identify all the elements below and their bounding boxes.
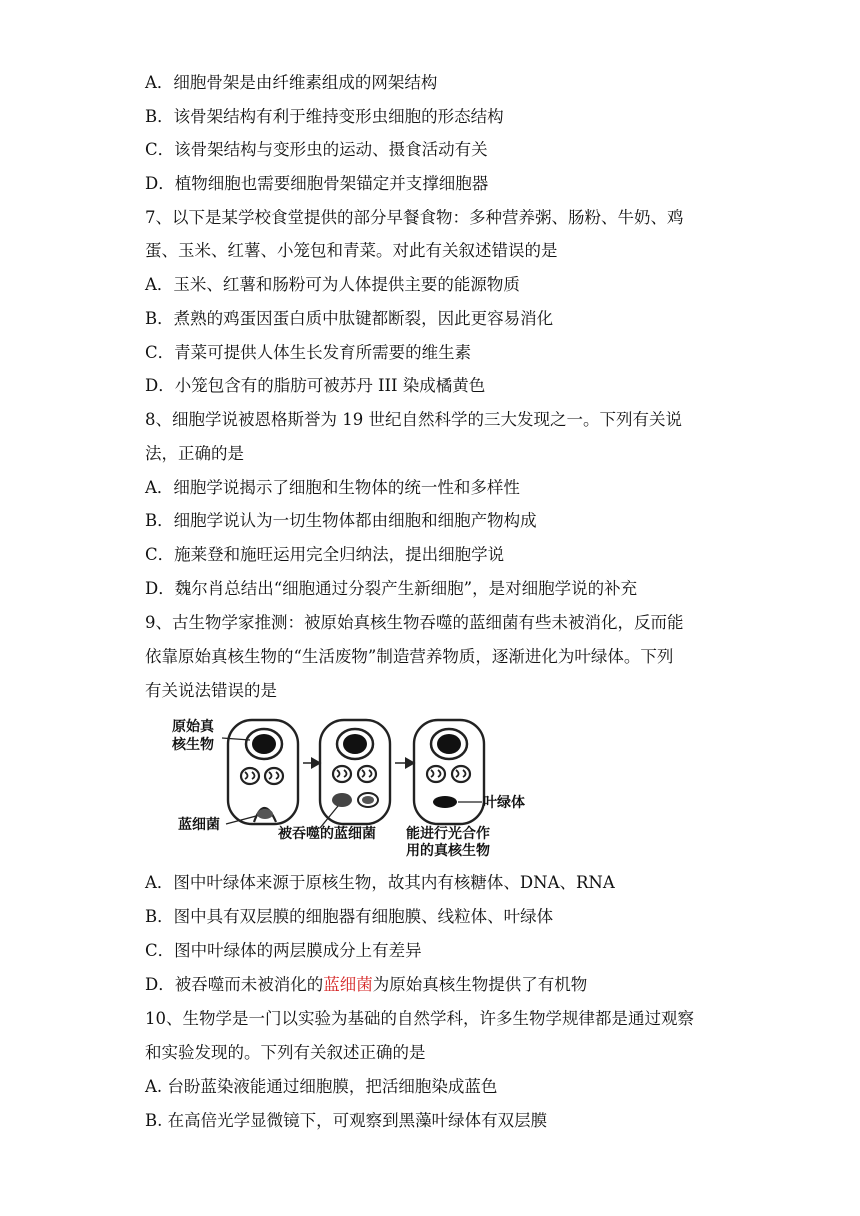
option-7d: D．小笼包含有的脂肪可被苏丹 III 染成橘黄色	[145, 376, 486, 395]
label-chloroplast: 叶绿体	[483, 795, 525, 811]
cell-2	[320, 720, 390, 824]
option-6c: C．该骨架结构与变形虫的运动、摄食活动有关	[145, 140, 488, 159]
question-10-line1: 10、生物学是一门以实验为基础的自然学科，许多生物学规律都是通过观察	[145, 1009, 694, 1028]
question-7-line1: 7、以下是某学校食堂提供的部分早餐食物：多种营养粥、肠粉、牛奶、鸡	[145, 208, 684, 227]
option-8a: A．细胞学说揭示了细胞和生物体的统一性和多样性	[145, 478, 520, 497]
question-7-line2: 蛋、玉米、红薯、小笼包和青菜。对此有关叙述错误的是	[145, 241, 558, 260]
question-9-line1: 9、古生物学家推测：被原始真核生物吞噬的蓝细菌有些未被消化，反而能	[145, 613, 684, 632]
question-8-line1: 8、细胞学说被恩格斯誉为 19 世纪自然科学的三大发现之一。下列有关说	[145, 410, 682, 429]
option-9a: A．图中叶绿体来源于原核生物，故其内有核糖体、DNA、RNA	[145, 873, 615, 892]
label-result-2: 用的真核生物	[406, 843, 490, 859]
option-10a: A. 台盼蓝染液能通过细胞膜，把活细胞染成蓝色	[145, 1077, 498, 1096]
option-6b: B．该骨架结构有利于维持变形虫细胞的形态结构	[145, 107, 504, 126]
question-9-line2: 依靠原始真核生物的“生活废物”制造营养物质，逐渐进化为叶绿体。下列	[145, 647, 674, 666]
endosymbiosis-figure	[170, 714, 530, 860]
option-7c: C．青菜可提供人体生长发育所需要的维生素	[145, 343, 472, 362]
option-6d: D．植物细胞也需要细胞骨架锚定并支撑细胞器	[145, 174, 489, 193]
cell-1	[228, 720, 298, 824]
option-6a: A．细胞骨架是由纤维素组成的网架结构	[145, 73, 438, 92]
option-9d	[145, 974, 587, 996]
label-primitive-1: 原始真	[172, 719, 214, 735]
question-10-line2: 和实验发现的。下列有关叙述正确的是	[145, 1043, 426, 1062]
option-8c: C．施莱登和施旺运用完全归纳法，提出细胞学说	[145, 545, 505, 564]
option-7a: A．玉米、红薯和肠粉可为人体提供主要的能源物质	[145, 275, 520, 294]
option-8b: B．细胞学说认为一切生物体都由细胞和细胞产物构成	[145, 511, 537, 530]
label-result-1: 能进行光合作	[406, 826, 490, 842]
question-8-line2: 法，正确的是	[145, 444, 244, 463]
option-8d: D．魏尔肖总结出“细胞通过分裂产生新细胞”，是对细胞学说的补充	[145, 579, 638, 598]
cell-3	[414, 720, 484, 824]
option-9d-highlight: 蓝细菌	[323, 975, 373, 994]
label-engulfed: 被吞噬的蓝细菌	[278, 826, 376, 842]
option-10b: B. 在高倍光学显微镜下，可观察到黑藻叶绿体有双层膜	[145, 1111, 548, 1130]
label-primitive-2: 核生物	[172, 737, 214, 753]
question-9-line3: 有关说法错误的是	[145, 681, 277, 700]
option-9d-prefix: D．被吞噬而未被消化的	[145, 975, 324, 994]
option-9d-suffix: 为原始真核生物提供了有机物	[372, 975, 588, 994]
option-9c: C．图中叶绿体的两层膜成分上有差异	[145, 941, 422, 960]
label-cyanobacteria: 蓝细菌	[178, 817, 220, 833]
option-7b: B．煮熟的鸡蛋因蛋白质中肽键都断裂，因此更容易消化	[145, 309, 554, 328]
option-9b: B．图中具有双层膜的细胞器有细胞膜、线粒体、叶绿体	[145, 907, 554, 926]
